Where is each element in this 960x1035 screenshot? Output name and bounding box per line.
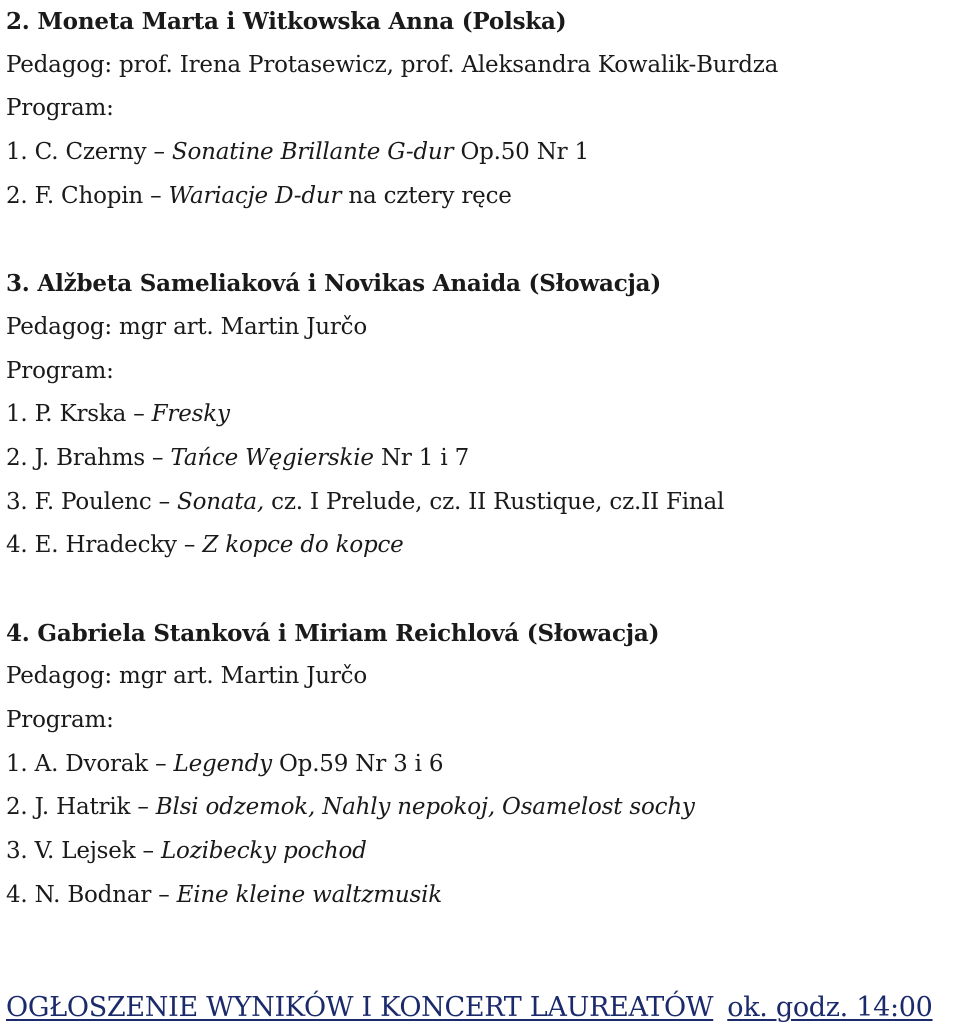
program-item xyxy=(6,175,956,219)
item-title: Blsi odzemok, Nahly nepokoj, Osamelost sochy xyxy=(155,794,695,821)
program-item xyxy=(6,481,956,525)
program-label: Program: xyxy=(6,95,114,122)
item-detail: na cztery ręce xyxy=(341,182,512,209)
performer-section xyxy=(6,612,956,918)
announcement-time: ok. godz. 14:00 xyxy=(727,992,933,1023)
item-composer: 1. C. Czerny – xyxy=(6,139,172,166)
announcement-text: OGŁOSZENIE WYNIKÓW I KONCERT LAUREATÓW xyxy=(6,992,714,1023)
item-composer: 3. V. Lejsek – xyxy=(6,838,161,865)
item-detail: Op.59 Nr 3 i 6 xyxy=(271,750,444,777)
item-composer: 4. E. Hradecky – xyxy=(6,532,203,559)
item-title: Lozibecky pochod xyxy=(160,838,367,865)
item-title: Z kopce do kopce xyxy=(202,532,404,559)
item-title: Eine kleine waltzmusik xyxy=(176,881,442,908)
program-label: Program: xyxy=(6,707,114,733)
section-spacer xyxy=(6,568,956,612)
item-title: Sonatine Brillante G-dur xyxy=(171,139,454,166)
item-composer: 2. J. Brahms – xyxy=(6,444,171,471)
program-item xyxy=(6,524,956,568)
program-item xyxy=(6,131,956,175)
item-composer: 2. F. Chopin – xyxy=(6,182,169,209)
item-composer: 1. P. Krska – xyxy=(6,401,152,428)
performer-section xyxy=(6,262,956,568)
item-title: Fresky xyxy=(151,401,230,428)
program-item xyxy=(6,786,956,830)
performer-heading: 4. Gabriela Stanková i Miriam Reichlová (Słowacja) xyxy=(6,619,660,647)
program-label: Program: xyxy=(6,357,114,384)
item-composer: 2. J. Hatrik – xyxy=(6,794,156,821)
item-title: Wariacje D-dur xyxy=(168,182,342,209)
program-item xyxy=(6,393,956,437)
item-detail: cz. I Prelude, cz. II Rustique, cz.II Final xyxy=(264,488,725,515)
section-spacer xyxy=(6,218,956,262)
item-detail: Op.50 Nr 1 xyxy=(453,139,589,166)
item-composer: 3. F. Poulenc – xyxy=(6,488,178,515)
item-composer: 1. A. Dvorak – xyxy=(6,750,174,777)
item-detail: Nr 1 i 7 xyxy=(373,444,470,471)
performer-heading: 2. Moneta Marta i Witkowska Anna (Polska) xyxy=(6,8,567,35)
teacher-line: Pedagog: mgr art. Martin Jurčo xyxy=(6,663,367,690)
results-announcement xyxy=(6,988,933,1028)
program-item xyxy=(6,830,956,874)
item-title: Sonata, xyxy=(177,488,265,515)
program-item xyxy=(6,743,956,787)
teacher-line: Pedagog: mgr art. Martin Jurčo xyxy=(6,313,367,340)
program-item xyxy=(6,874,956,918)
item-title: Legendy xyxy=(173,750,272,777)
item-composer: 4. N. Bodnar – xyxy=(6,881,177,908)
concert-program xyxy=(6,0,956,917)
program-item xyxy=(6,437,956,481)
performer-section xyxy=(6,0,956,218)
performer-heading: 3. Alžbeta Sameliaková i Novikas Anaida (Słowacja) xyxy=(6,270,662,298)
teacher-line: Pedagog: prof. Irena Protasewicz, prof. Aleksandra Kowalik-Burdza xyxy=(6,51,779,78)
item-title: Tańce Węgierskie xyxy=(170,444,374,471)
